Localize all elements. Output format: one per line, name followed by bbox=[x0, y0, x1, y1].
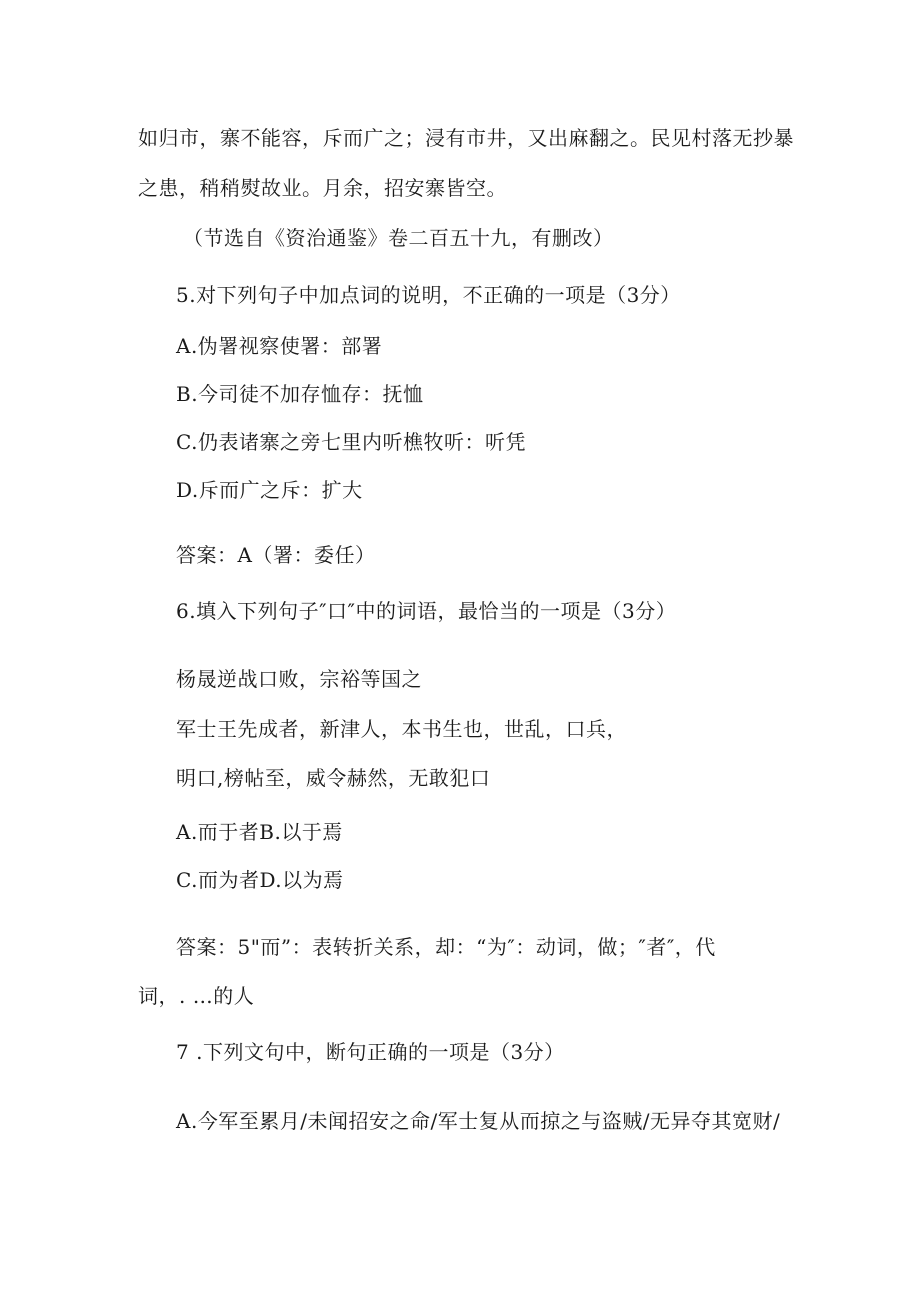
question-6-options-cd: C.而为者D.以为焉 bbox=[176, 868, 344, 892]
question-6-options-ab: A.而于者B.以于焉 bbox=[176, 820, 343, 844]
question-5-option-a: A.伪署视察使署：部署 bbox=[176, 334, 383, 358]
question-7-option-a: A.今军至累月/未闻招安之命/军士复从而掠之与盗贼/无异夺其宽财/ bbox=[176, 1109, 781, 1133]
question-5-option-d: D.斥而广之斥：扩大 bbox=[176, 478, 363, 502]
passage-line-2: 之患，稍稍熨故业。月余，招安寨皆空。 bbox=[138, 176, 507, 200]
question-5-stem: 5.对下列句子中加点词的说明，不正确的一项是（3分） bbox=[176, 283, 681, 307]
question-6-answer-line-2: 词，. …的人 bbox=[138, 984, 255, 1008]
question-5-option-c: C.仍表诸寨之旁七里内听樵牧听：听凭 bbox=[176, 430, 526, 454]
source-citation: （节选自《资治通鉴》卷二百五十九，有删改） bbox=[183, 226, 614, 250]
question-6-sentence-3: 明口,榜帖至，威令赫然，无敢犯口 bbox=[176, 766, 491, 790]
passage-line-1: 如归市，寨不能容，斥而广之；浸有市井，又出麻翻之。民见村落无抄暴 bbox=[138, 126, 794, 150]
question-7-stem: 7 .下列文句中，断句正确的一项是（3分） bbox=[176, 1040, 565, 1064]
question-6-answer-line-1: 答案：5"而”：表转折关系，却：“为″：动词，做；″者″，代 bbox=[176, 935, 716, 959]
question-6-sentence-1: 杨晟逆战口败，宗裕等国之 bbox=[176, 667, 422, 691]
question-5-answer: 答案：A（署：委任） bbox=[176, 543, 376, 567]
question-6-sentence-2: 军士王先成者，新津人，本书生也，世乱，口兵， bbox=[176, 717, 627, 741]
question-6-stem: 6.填入下列句子″口″中的词语，最恰当的一项是（3分） bbox=[176, 599, 677, 623]
question-5-option-b: B.今司徒不加存恤存：抚恤 bbox=[176, 382, 424, 406]
